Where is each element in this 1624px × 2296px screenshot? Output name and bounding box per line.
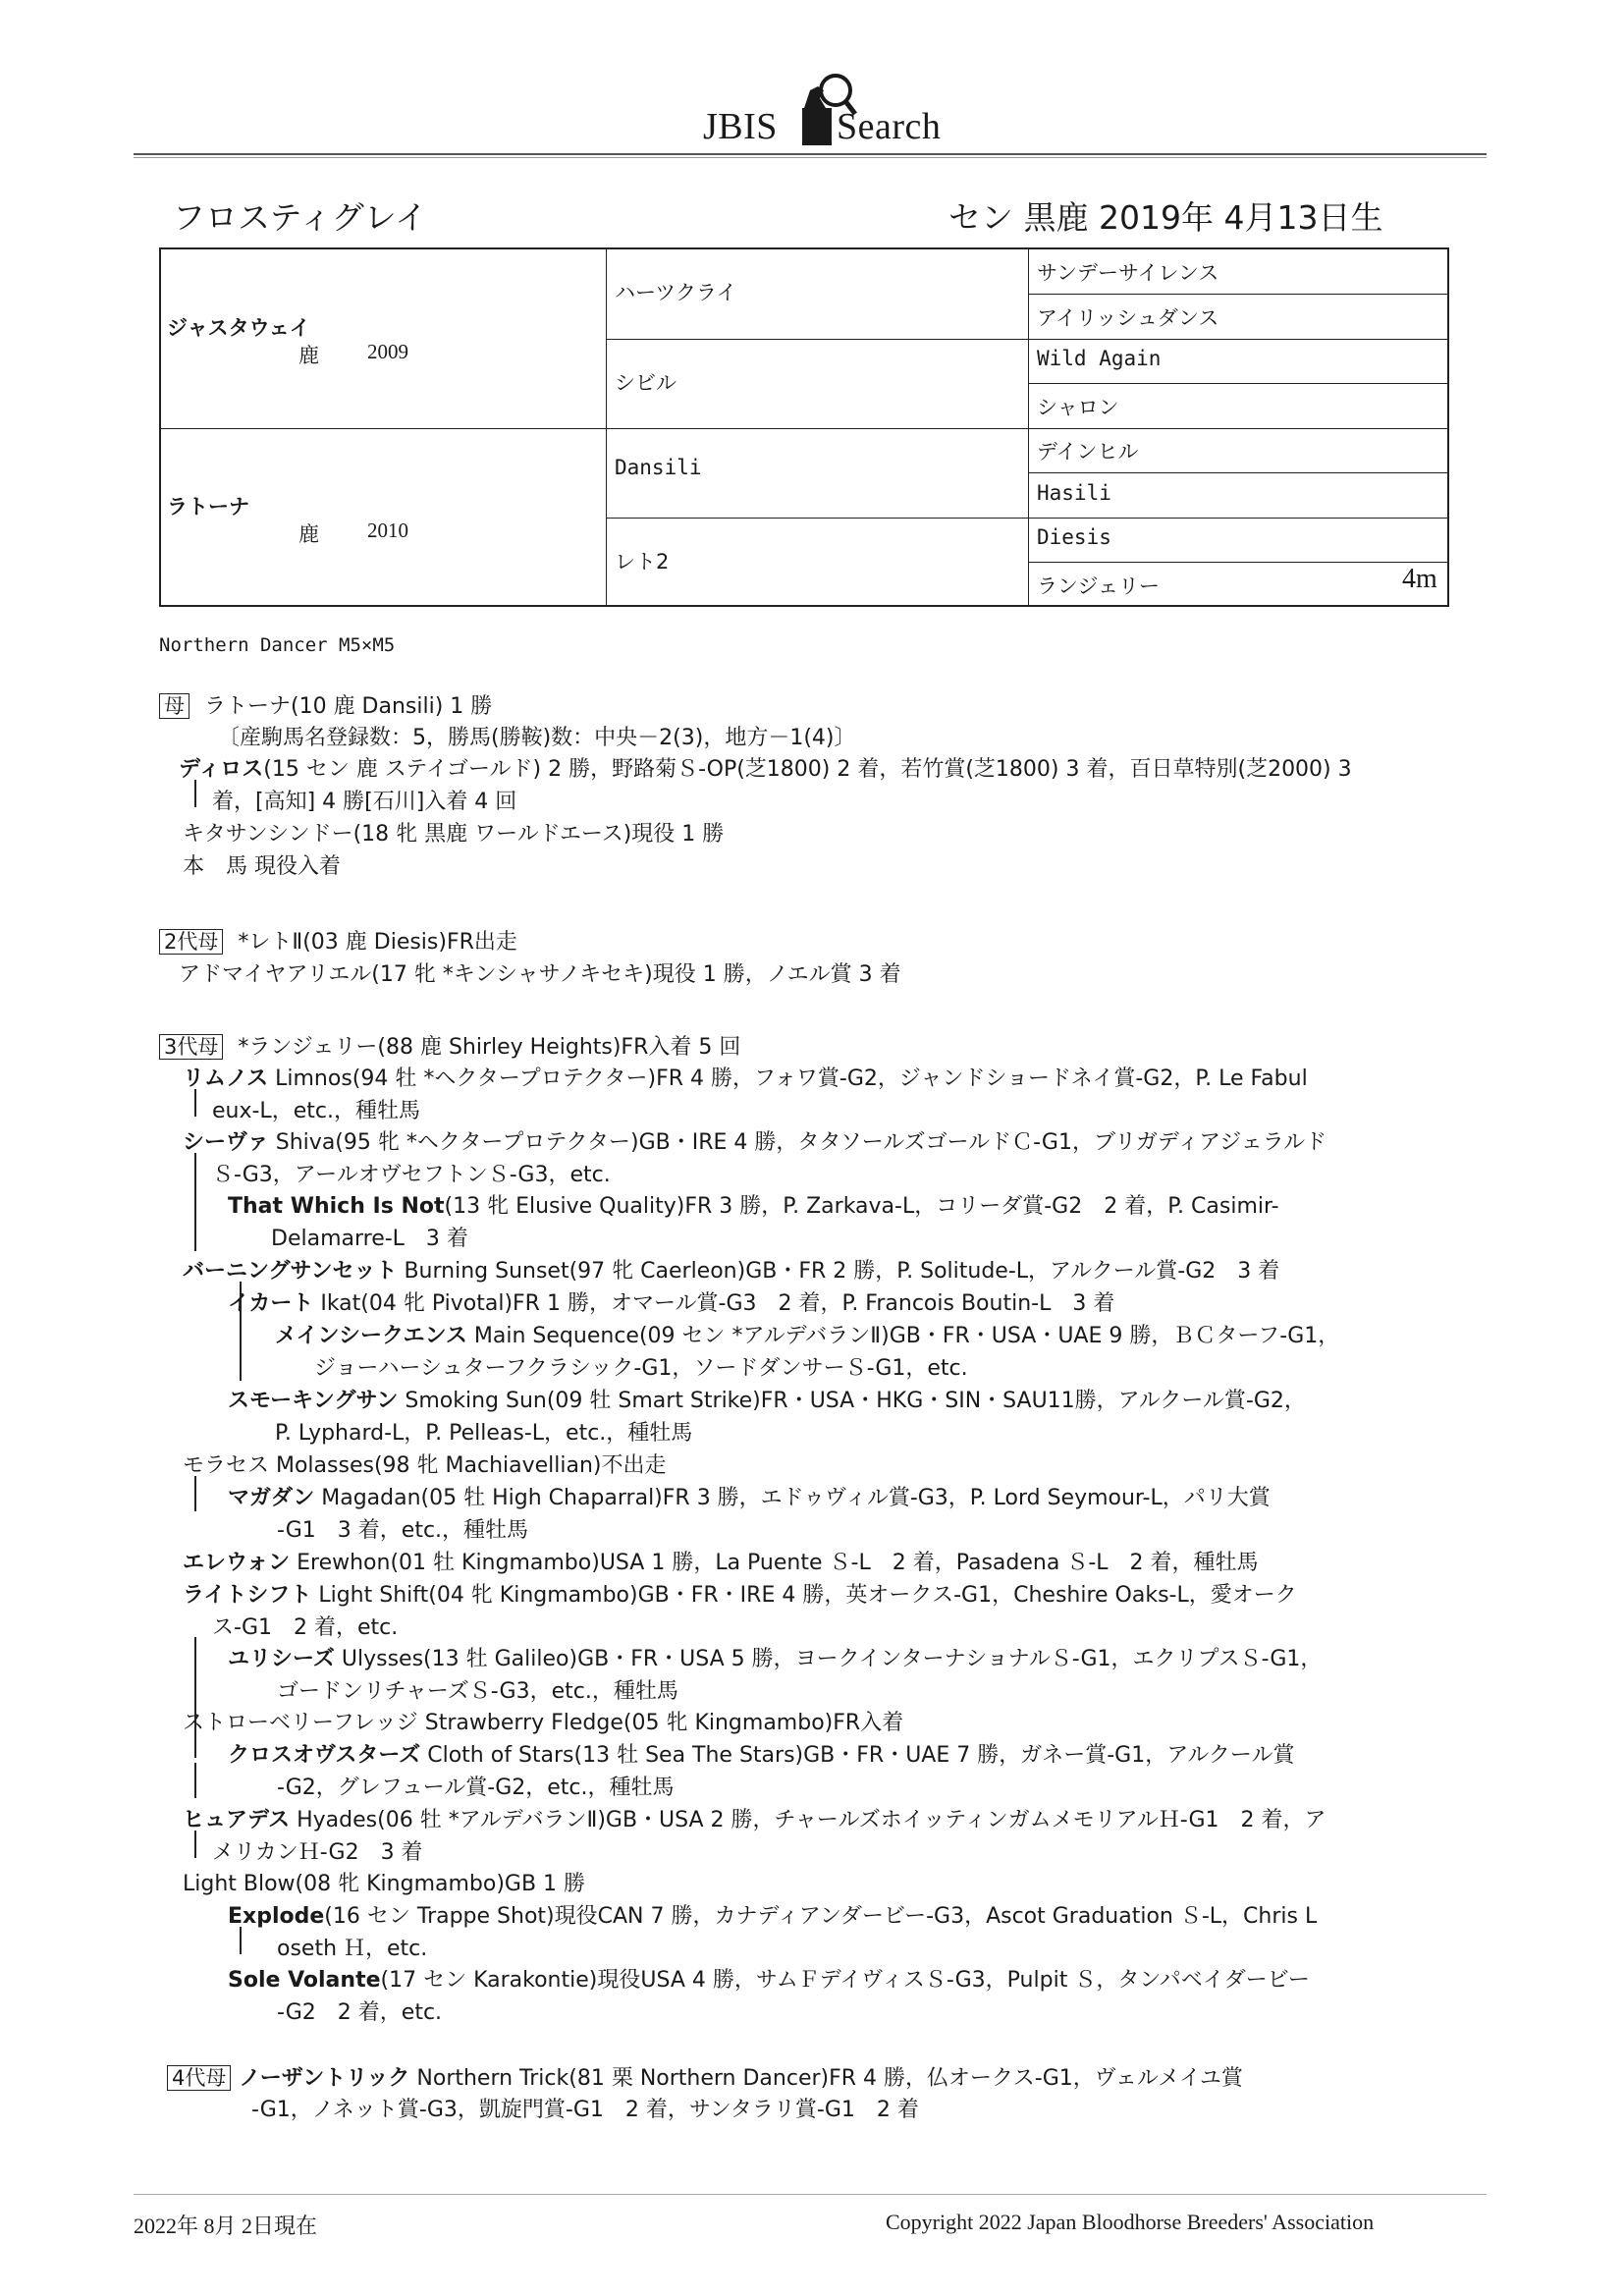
dam-name: ラトーナ <box>167 495 249 519</box>
record-text: *ランジェリー(88 鹿 Shirley Heights)FR入着 5 回 <box>231 1035 741 1060</box>
record-text: Magadan(05 牡 High Chaparral)FR 3 勝，エドゥヴィル賞-G3，P. Lord Seymour-L，パリ大賞 <box>314 1486 1271 1510</box>
family-line <box>277 1513 528 1544</box>
family-line <box>228 1286 1114 1317</box>
pedigree-col-divider <box>606 249 607 605</box>
family-line <box>183 1706 903 1736</box>
horse-name-bold: Sole Volante <box>228 1968 381 1993</box>
record-text: Shiva(95 牝 *ヘクタープロテクター)GB・IRE 4 勝，タタソールズゴールドＣ-G1，ブリガディアジェラルド <box>268 1130 1327 1155</box>
record-text: Ulysses(13 牡 Galileo)GB・FR・USA 5 勝，ヨークインターナショナルＳ-G1，エクリプスＳ-G1， <box>334 1647 1323 1671</box>
gen3-7: Diesis <box>1037 525 1111 549</box>
family-line <box>159 1030 740 1061</box>
record-text: oseth Ｈ，etc. <box>277 1937 428 1961</box>
record-text: Ｓ-G3，アールオヴセフトンＳ-G3，etc. <box>212 1163 611 1187</box>
pedigree-row-divider <box>1028 383 1447 384</box>
pedigree-row-divider <box>1028 472 1447 473</box>
gen3-8: ランジェリー <box>1037 574 1161 598</box>
family-line <box>228 1738 1294 1769</box>
record-text: -G2 2 着，etc. <box>277 2000 443 2025</box>
lineage-bar <box>194 1089 196 1117</box>
family-line <box>159 689 492 720</box>
inbreeding-note: 4m <box>1402 564 1437 594</box>
pedigree-row-divider <box>1028 562 1447 563</box>
lineage-bar <box>194 1831 196 1858</box>
gen2-dam-sire: Dansili <box>615 456 702 479</box>
record-text: ス-G1 2 着，etc. <box>212 1615 399 1640</box>
horse-name-bold: メインシークエンス <box>275 1324 467 1348</box>
family-line <box>277 1995 442 2026</box>
horse-name-bold: スモーキングサン <box>228 1389 399 1413</box>
family-line <box>179 752 1352 783</box>
family-line <box>275 1319 1339 1349</box>
horse-name-bold: Explode <box>228 1904 325 1929</box>
record-text: (17 セン Karakontie)現役USA 4 勝，サムＦデイヴィスＳ-G3，Pulpit Ｓ，タンパベイダービー <box>380 1968 1310 1993</box>
family-line <box>183 1254 1279 1285</box>
record-text: キタサンシンドー(18 牝 黒鹿 ワールドエース)現役 1 勝 <box>183 822 725 847</box>
pedigree-row-divider <box>161 428 1447 429</box>
family-line <box>167 2061 1243 2092</box>
record-text: P. Lyphard-L，P. Pelleas-L，etc.，種牡馬 <box>275 1421 693 1446</box>
family-line <box>228 1642 1322 1672</box>
horse-name-bold: ヒュアデス <box>183 1808 291 1832</box>
family-line <box>228 1899 1317 1930</box>
family-line <box>183 1449 667 1479</box>
record-text: Burning Sunset(97 牝 Caerleon)GB・FR 2 勝，P. Solitude-L，アルクール賞-G2 3 着 <box>397 1259 1280 1284</box>
record-text: ラトーナ(10 鹿 Dansili) 1 勝 <box>197 694 493 719</box>
family-line <box>251 2093 919 2123</box>
record-text: Smoking Sun(09 牡 Smart Strike)FR・USA・HKG・SIN・SAU11勝，アルクール賞-G2， <box>398 1389 1306 1413</box>
family-line <box>183 849 341 880</box>
family-line <box>277 1771 674 1801</box>
horse-name-bold: エレウォン <box>183 1551 291 1575</box>
gen3-5: デインヒル <box>1037 440 1139 464</box>
logo-text-search: Search <box>837 106 942 147</box>
lineage-bar <box>194 1153 196 1251</box>
family-line <box>314 1351 968 1382</box>
family-line <box>212 1611 398 1641</box>
generation-tag: 2代母 <box>159 929 223 955</box>
record-text: Limnos(94 牡 *ヘクタープロテクター)FR 4 勝，フォワ賞-G2，ジャンドショードネイ賞-G2，P. Le Fabul <box>268 1066 1308 1091</box>
horse-name-bold: That Which Is Not <box>228 1194 445 1219</box>
horse-name: フロスティグレイ <box>173 198 428 237</box>
family-line <box>183 1578 1297 1609</box>
record-text: ストローベリーフレッジ Strawberry Fledge(05 牝 Kingmambo)FR入着 <box>183 1711 904 1735</box>
record-text: メリカンＨ-G2 3 着 <box>212 1840 423 1865</box>
sire-name: ジャスタウェイ <box>167 316 310 340</box>
horse-info: セン 黒鹿 2019年 4月13日生 <box>948 198 1383 237</box>
inbreeding-summary: Northern Dancer M5×M5 <box>159 634 396 656</box>
pedigree-row-divider <box>1028 294 1447 295</box>
record-text: ゴードンリチャーズＳ-G3，etc.，種牡馬 <box>277 1679 678 1704</box>
family-line <box>277 1674 678 1705</box>
family-line <box>277 1932 427 1962</box>
horse-name-bold: ライトシフト <box>183 1583 312 1608</box>
lineage-bar <box>240 1345 242 1381</box>
family-line <box>228 1189 1279 1220</box>
horse-name-bold: マガダン <box>228 1486 315 1510</box>
record-text: (15 セン 鹿 ステイゴールド) 2 勝，野路菊Ｓ-OP(芝1800) 2 着，若竹賞(芝1800) 3 着，百日草特別(芝2000) 3 <box>263 757 1352 782</box>
horse-name-bold: バーニングサンセット <box>183 1259 398 1284</box>
record-text: モラセス Molasses(98 牝 Machiavellian)不出走 <box>183 1453 667 1478</box>
record-text: eux-L，etc.，種牡馬 <box>212 1099 420 1123</box>
gen3-3: Wild Again <box>1037 347 1162 370</box>
copyright: Copyright 2022 Japan Bloodhorse Breeders' Association <box>886 2210 1375 2234</box>
record-text: Cloth of Stars(13 牡 Sea The Stars)GB・FR・UAE 7 勝，ガネー賞-G1，アルクール賞 <box>420 1743 1295 1768</box>
lineage-bar <box>194 1669 196 1758</box>
jbis-search-logo <box>703 61 942 159</box>
record-text: Ikat(04 牝 Pivotal)FR 1 勝，オマール賞-G3 2 着，P. Francois Boutin-L 3 着 <box>313 1291 1115 1316</box>
horse-name-bold: クロスオヴスターズ <box>228 1743 421 1768</box>
record-text: Light Shift(04 牝 Kingmambo)GB・FR・IRE 4 勝，英オークス-G1，Cheshire Oaks-L，愛オーク <box>311 1583 1297 1608</box>
sire-year: 2009 <box>367 340 408 363</box>
record-text: (13 牝 Elusive Quality)FR 3 勝，P. Zarkava-L，コリーダ賞-G2 2 着，P. Casimir- <box>444 1194 1279 1219</box>
record-text: *レトⅡ(03 鹿 Diesis)FR出走 <box>231 930 517 955</box>
lineage-bar <box>194 780 196 807</box>
horse-name-bold: ディロス <box>179 757 264 782</box>
family-line <box>183 1125 1326 1156</box>
generation-tag: 4代母 <box>167 2065 231 2091</box>
family-line <box>183 1867 585 1897</box>
record-text: Main Sequence(09 セン *アルデバランⅡ)GB・FR・USA・UAE 9 勝，ＢＣターフ-G1， <box>466 1324 1340 1348</box>
record-text: Northern Trick(81 栗 Northern Dancer)FR 4 勝，仏オークス-G1，ヴェルメイユ賞 <box>409 2066 1243 2091</box>
record-text: -G1，ノネット賞-G3，凱旋門賞-G1 2 着，サンタラリ賞-G1 2 着 <box>251 2098 919 2122</box>
family-line <box>212 1094 420 1124</box>
family-line <box>228 1384 1306 1414</box>
lineage-bar <box>240 1927 242 1954</box>
generation-tag: 母 <box>159 693 189 719</box>
record-text: (16 セン Trappe Shot)現役CAN 7 勝，カナディアンダービー-G3，Ascot Graduation Ｓ-L，Chris L <box>324 1904 1318 1929</box>
horse-name-bold: ノーザントリック <box>239 2066 410 2091</box>
record-text: Erewhon(01 牡 Kingmambo)USA 1 勝，La Puente Ｓ-L 2 着，Pasadena Ｓ-L 2 着，種牡馬 <box>290 1551 1259 1575</box>
dam-color: 鹿 <box>298 522 319 546</box>
pedigree-row-divider <box>606 339 1447 340</box>
horse-name-bold: シーヴァ <box>183 1130 269 1155</box>
family-line <box>218 721 856 751</box>
dam-year: 2010 <box>367 519 408 542</box>
family-line <box>179 957 901 988</box>
record-text: 本 馬 現役入着 <box>183 854 341 879</box>
gen3-1: サンデーサイレンス <box>1037 261 1219 285</box>
horse-name-bold: リムノス <box>183 1066 269 1091</box>
family-line <box>183 1803 1326 1833</box>
header-rule <box>134 153 1487 155</box>
record-text: 着，[高知] 4 勝[石川]入着 4 回 <box>212 790 517 814</box>
gen3-2: アイリッシュダンス <box>1037 306 1219 330</box>
header-rule-thin <box>134 157 1487 158</box>
record-text: ジョーハーシュターフクラシック-G1，ソードダンサーＳ-G1，etc. <box>314 1356 968 1381</box>
lineage-bar <box>194 1476 196 1511</box>
gen2-dam-dam: レト2 <box>615 550 670 574</box>
family-line <box>183 817 724 847</box>
gen2-sire-dam: シビル <box>615 371 677 395</box>
report-date: 2022年 8月 2日現在 <box>134 2214 318 2238</box>
record-text: -G1 3 着，etc.，種牡馬 <box>277 1518 529 1543</box>
family-line <box>212 1158 611 1188</box>
pedigree-row-divider <box>606 518 1447 519</box>
record-text: Delamarre-L 3 着 <box>271 1227 468 1251</box>
family-line <box>271 1222 468 1252</box>
record-text: -G2，グレフュール賞-G2，etc.，種牡馬 <box>277 1776 675 1800</box>
family-line <box>212 1835 423 1866</box>
family-line <box>183 1546 1259 1576</box>
family-line <box>212 785 516 815</box>
horse-name-bold: イカート <box>228 1291 314 1316</box>
family-line <box>183 1062 1308 1092</box>
logo-text-jbis: JBIS <box>703 106 778 147</box>
family-line <box>159 925 517 956</box>
record-text: Hyades(06 牡 *アルデバランⅡ)GB・USA 2 勝，チャールズホイッティンガムメモリアルＨ-G1 2 着，ア <box>290 1808 1326 1832</box>
lineage-bar <box>194 1763 196 1798</box>
gen3-6: Hasili <box>1037 481 1111 505</box>
family-line <box>228 1963 1310 1994</box>
generation-tag: 3代母 <box>159 1034 223 1060</box>
footer-rule <box>134 2194 1487 2195</box>
pedigree-col-divider <box>1028 249 1029 605</box>
pedigree-table <box>159 247 1449 607</box>
family-line <box>275 1416 692 1447</box>
sire-color: 鹿 <box>298 344 319 367</box>
record-text: 〔産駒馬名登録数：5，勝馬(勝鞍)数：中央－2(3)，地方－1(4)〕 <box>218 726 856 750</box>
gen3-4: シャロン <box>1037 396 1119 419</box>
family-line <box>228 1481 1271 1511</box>
record-text: アドマイヤアリエル(17 牝 *キンシャサノキセキ)現役 1 勝，ノエル賞 3 着 <box>179 962 901 987</box>
record-text: Light Blow(08 牝 Kingmambo)GB 1 勝 <box>183 1872 586 1896</box>
lineage-bar <box>194 1637 196 1672</box>
horse-name-bold: ユリシーズ <box>228 1647 335 1671</box>
gen2-sire-sire: ハーツクライ <box>615 281 737 304</box>
